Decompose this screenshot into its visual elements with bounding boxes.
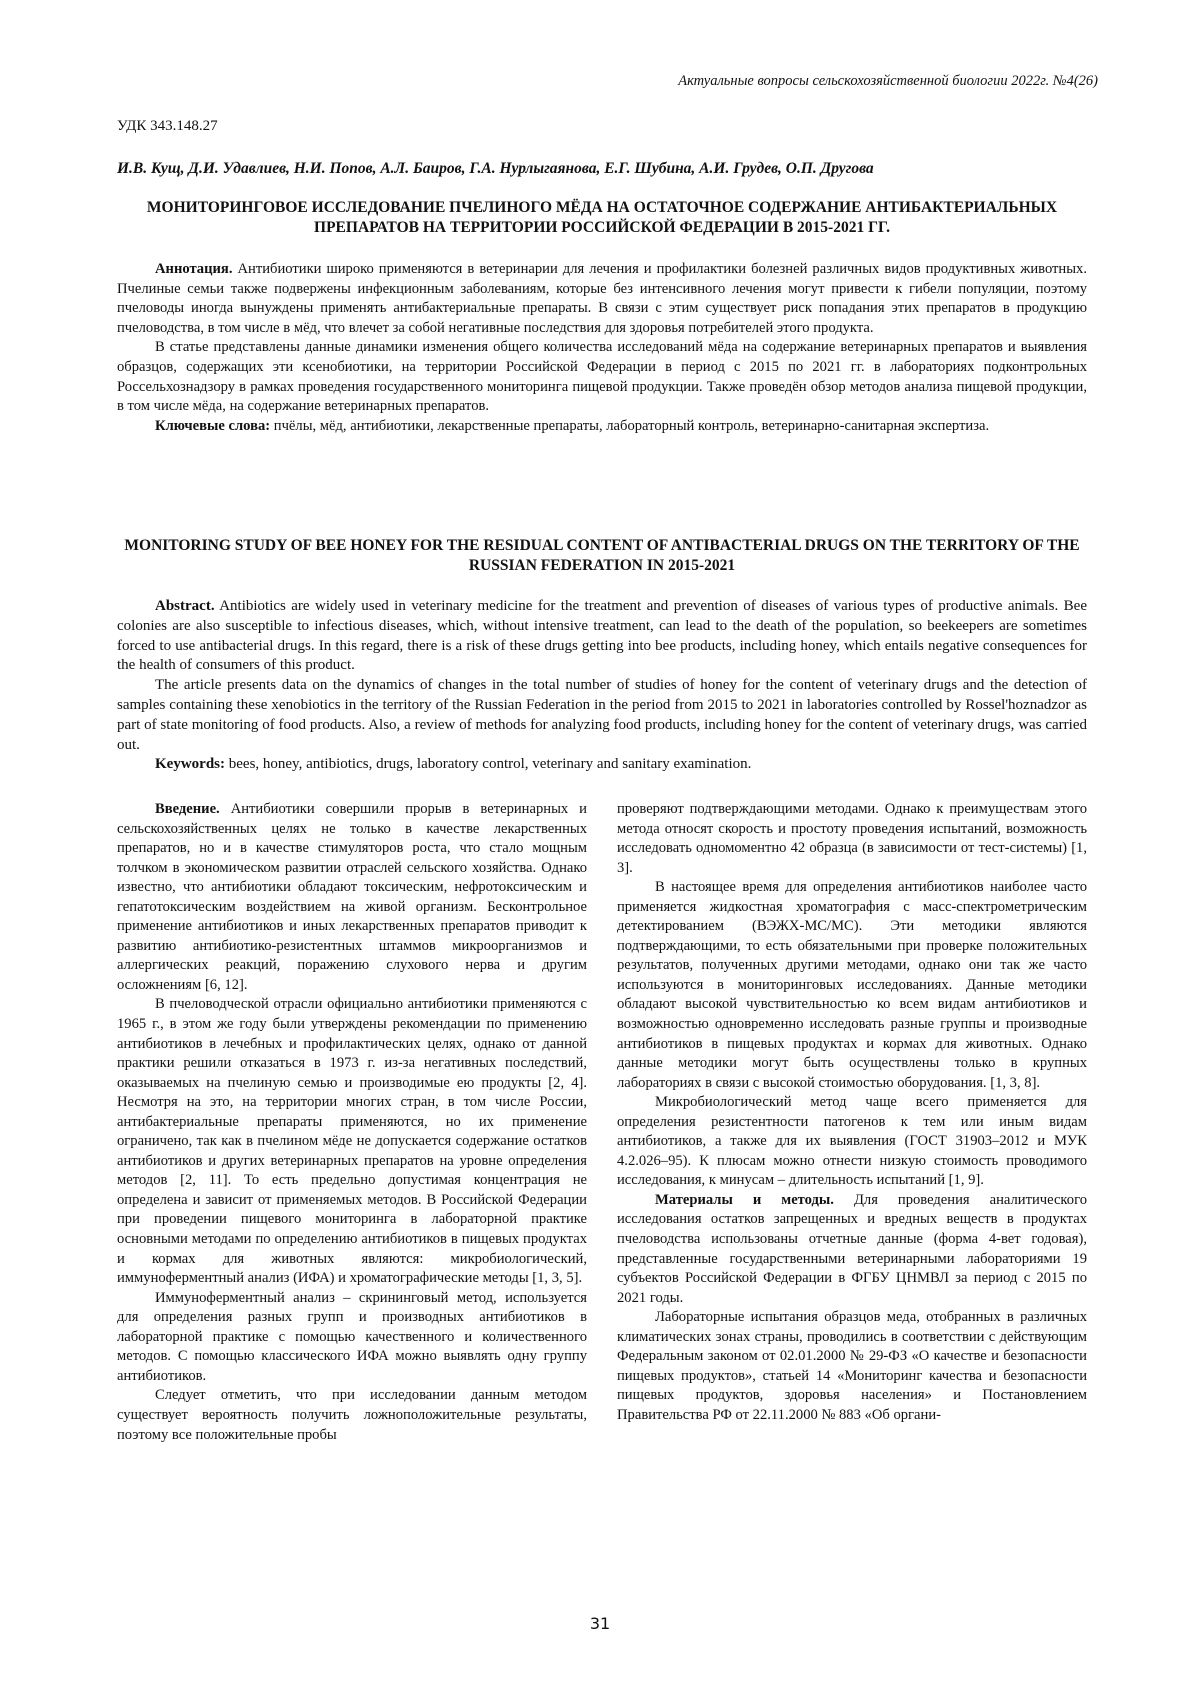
keywords-en — [117, 755, 1087, 775]
keywords-ru — [117, 417, 1087, 437]
abstract-ru-paragraph-2: В статье представлены данные динамики изменения общего количества исследований мёда на содержание ветеринарных препаратов и выявления образцов, содержащих эти ксенобиотики, на территории Российской Федерации в период с 2015 по 2021 гг. в лабораториях подконтрольных Россельхознадзору в рамках проведения государственного мониторинга пищевой продукции. Также проведён обзор методов анализа пищевой продукции, в том числе мёда, на содержание ветеринарных препаратов. — [117, 339, 1087, 415]
intro-text: Антибиотики совершили прорыв в ветеринарных и сельскохозяйственных целях не только в качестве лекарственных препаратов, но и в качестве стимуляторов роста, что стало мощным толчком в экономическом развитии отраслей сельского хозяйства. Однако известно, что антибиотики обладают токсическим, нефротоксическим и гепатотоксическим воздействием на живой организм. Бесконтрольное применение антибиотиков и иных лекарственных препаратов приводит к развитию антибиотико-резистентных штаммов микроорганизмов и аллергических реакций, поражению слухового нерва и другим осложнениям [6, 12]. — [117, 801, 587, 993]
body-column-left — [117, 800, 587, 1445]
title-russian: МОНИТОРИНГОВОЕ ИССЛЕДОВАНИЕ ПЧЕЛИНОГО МЁДА НА ОСТАТОЧНОЕ СОДЕРЖАНИЕ АНТИБАКТЕРИАЛЬНЫХ ПРЕПАРАТОВ НА ТЕРРИТОРИИ РОССИЙСКОЙ ФЕДЕРАЦИИ В 2015-2021 ГГ. — [146, 199, 1058, 236]
abstract-ru-text-1: Антибиотики широко применяются в ветеринарии для лечения и профилактики болезней различных видов продуктивных животных. Пчелиные семьи также подвержены инфекционным заболеваниям, которые без интенсивного лечения могут привести к гибели популяции, поэтому пчеловоды иногда вынуждены применять антибактериальные препараты. В связи с этим существует риск попадания этих препаратов в продукцию пчеловодства, в том числе в мёд, что влечет за собой негативные последствия для здоровья потребителей этого продукта. — [117, 261, 1087, 336]
body-paragraph-4: Следует отметить, что при исследовании данным методом существует вероятность получить ложноположительные результаты, поэтому все положительные пробы — [117, 1387, 587, 1443]
methods-label: Материалы и методы. — [655, 1191, 834, 1208]
methods-paragraph — [617, 1191, 1087, 1308]
abstract-ru-paragraph-1 — [117, 260, 1087, 338]
abstract-english — [117, 597, 1087, 775]
body-column-right — [617, 800, 1087, 1426]
body-paragraph-3: Иммуноферментный анализ – скрининговый метод, используется для определения разных групп и производных антибиотиков в лабораторной практике с помощью качественного и количественного методов. С помощью классического ИФА можно выявлять одну группу антибиотиков. — [117, 1289, 587, 1384]
intro-label: Введение. — [155, 801, 220, 817]
abstract-ru-label: Аннотация. — [155, 261, 233, 277]
intro-paragraph — [117, 800, 587, 995]
keywords-ru-label: Ключевые слова: — [155, 417, 271, 434]
abstract-en-paragraph-2: The article presents data on the dynamics of changes in the total number of studies of honey for the content of veterinary drugs and the detection of samples containing these xenobiotics in the territory of the Russian Federation in the period from 2015 to 2021 in laboratories controlled by Rossel'hoznadzor as part of state monitoring of food products. Also, a review of methods for analyzing food products, including honey for the content of veterinary drugs, was carried out. — [117, 677, 1087, 753]
body-paragraph-8: Лабораторные испытания образцов меда, отобранных в различных климатических зонах страны, проводились в соответствии с действующим Федеральным законом от 02.01.2000 № 29-ФЗ «О качестве и безопасности пищевых продуктов», статьей 14 «Мониторинг качества и безопасности пищевых продуктов, здоровья населения» и Постановлением Правительства РФ от 22.11.2000 № 883 «Об органи- — [617, 1309, 1087, 1423]
abstract-russian — [117, 260, 1087, 436]
title-english: MONITORING STUDY OF BEE HONEY FOR THE RESIDUAL CONTENT OF ANTIBACTERIAL DRUGS ON THE TERRITORY OF THE RUSSIAN FEDERATION IN 2015-2021 — [124, 537, 1080, 574]
body-paragraph-6: Микробиологический метод чаще всего применяется для определения резистентности патогенов к тем или иным видам антибиотиков, а также для их выявления (ГОСТ 31903–2012 и МУК 4.2.026–95). К плюсам можно отнести низкую стоимость проводимого исследования, к минусам – длительность испытаний [1, 9]. — [617, 1094, 1087, 1189]
body-paragraph-5: В настоящее время для определения антибиотиков наиболее часто применяется жидкостная хроматография с масс-спектрометрическим детектированием (ВЭЖХ-МС/МС). Эти методики являются подтверждающими, то есть обязательными при проверке положительных результатов, полученных другими методами, однако они так же часто используются в мониторинговых исследованиях. Данные методики обладают высокой чувствительностью ко всем видам антибиотиков и возможностью одновременно исследовать разные группы и производные антибиотиков в пищевых продуктах и кормах для животных. Однако данные методики могут быть осуществлены только в крупных лабораториях в связи с высокой стоимостью оборудования. [1, 3, 8]. — [617, 879, 1087, 1091]
keywords-en-label: Keywords: — [155, 756, 225, 773]
body-paragraph-4-continued: проверяют подтверждающими методами. Однако к преимуществам этого метода относят скорость и простоту проведения испытаний, возможность исследовать одномоментно 42 образца (в зависимости от тест-системы) [1, 3]. — [617, 801, 1087, 876]
keywords-ru-text: пчёлы, мёд, антибиотики, лекарственные препараты, лабораторный контроль, ветеринарно-санитарная экспертиза. — [273, 417, 990, 434]
body-paragraph-2: В пчеловодческой отрасли официально антибиотики применяются с 1965 г., в этом же году были утверждены рекомендации по применению антибиотиков в лечебных и профилактических целях, однако от данной практики решили отказаться в 1973 г. из-за негативных последствий, оказываемых на пчелиную семью и производимые ею продукты [2, 4]. Несмотря на это, на территории многих стран, в том числе России, антибактериальные препараты применяются, но их применение ограничено, так как в пчелином мёде не допускается содержание остатков антибиотиков и других ветеринарных препаратов на уровне определения методов [2, 11]. То есть предельно допустимая концентрация не определена и зависит от применяемых методов. В Российской Федерации при проведении пищевого мониторинга в лабораторной практике основными методами по определению антибиотиков в пищевых продуктах и кормах для животных являются: микробиологический, иммуноферментный анализ (ИФА) и хроматографические методы [1, 3, 5]. — [117, 996, 587, 1287]
udk-code: УДК 343.148.27 — [117, 118, 218, 134]
methods-text: Для проведения аналитического исследования остатков запрещенных и вредных веществ в продуктах пчеловодства использованы отчетные данные (форма 4-вет годовая), представленные государственными ветеринарными лабораториями 19 субъектов Российской Федерации в ФГБУ ЦНМВЛ за период с 2015 по 2021 годы. — [617, 1191, 1087, 1306]
page-number: 31 — [589, 1614, 611, 1633]
abstract-en-paragraph-1 — [117, 597, 1087, 676]
journal-header: Актуальные вопросы сельскохозяйственной биологии 2022г. №4(26) — [678, 73, 1098, 89]
keywords-en-text: bees, honey, antibiotics, drugs, laboratory control, veterinary and sanitary examination. — [228, 756, 752, 773]
abstract-en-text-1: Antibiotics are widely used in veterinary medicine for the treatment and prevention of diseases of various types of productive animals. Bee colonies are also susceptible to infectious diseases, which, without intensive treatment, can lead to the death of the population, so beekeepers are sometimes forced to use antibacterial drugs. In this regard, there is a risk of these drugs getting into bee products, including honey, which entails negative consequences for the health of consumers of this product. — [117, 598, 1087, 674]
abstract-en-label: Abstract. — [155, 598, 215, 614]
authors-line: И.В. Кущ, Д.И. Удавлиев, Н.И. Попов, А.Л. Баиров, Г.А. Нурлыгаянова, Е.Г. Шубина, А.И. Грудев, О.П. Другова — [117, 160, 874, 177]
